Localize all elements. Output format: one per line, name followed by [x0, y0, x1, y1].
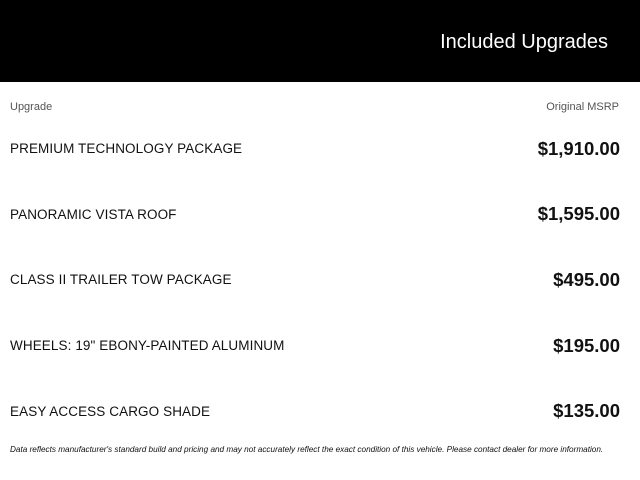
upgrade-price: $135.00: [553, 400, 620, 422]
upgrade-row: [10, 196, 620, 262]
header-bar: [0, 0, 640, 82]
upgrade-row: [10, 130, 620, 196]
upgrade-name: CLASS II TRAILER TOW PACKAGE: [10, 272, 232, 288]
page-title: Included Upgrades: [440, 31, 608, 53]
upgrade-name: EASY ACCESS CARGO SHADE: [10, 403, 211, 419]
upgrade-price: $195.00: [553, 334, 620, 356]
disclaimer-text: Data reflects manufacturer's standard build and pricing and may not accurately reflect the exact condition of this vehicle. Please contact dealer for more information.: [10, 445, 604, 454]
column-headers: [10, 100, 619, 114]
msrp-column-header: Original MSRP: [546, 101, 619, 113]
upgrade-name: PANORAMIC VISTA ROOF: [10, 206, 177, 222]
upgrade-price: $1,910.00: [537, 137, 620, 159]
upgrade-price: $1,595.00: [537, 203, 620, 225]
upgrade-row: [10, 327, 620, 393]
upgrade-list: [10, 130, 620, 458]
upgrade-price: $495.00: [553, 268, 620, 290]
upgrade-row: [10, 261, 620, 327]
upgrade-name: WHEELS: 19" EBONY-PAINTED ALUMINUM: [10, 338, 285, 354]
upgrade-column-header: Upgrade: [10, 101, 53, 113]
upgrade-name: PREMIUM TECHNOLOGY PACKAGE: [10, 141, 243, 157]
